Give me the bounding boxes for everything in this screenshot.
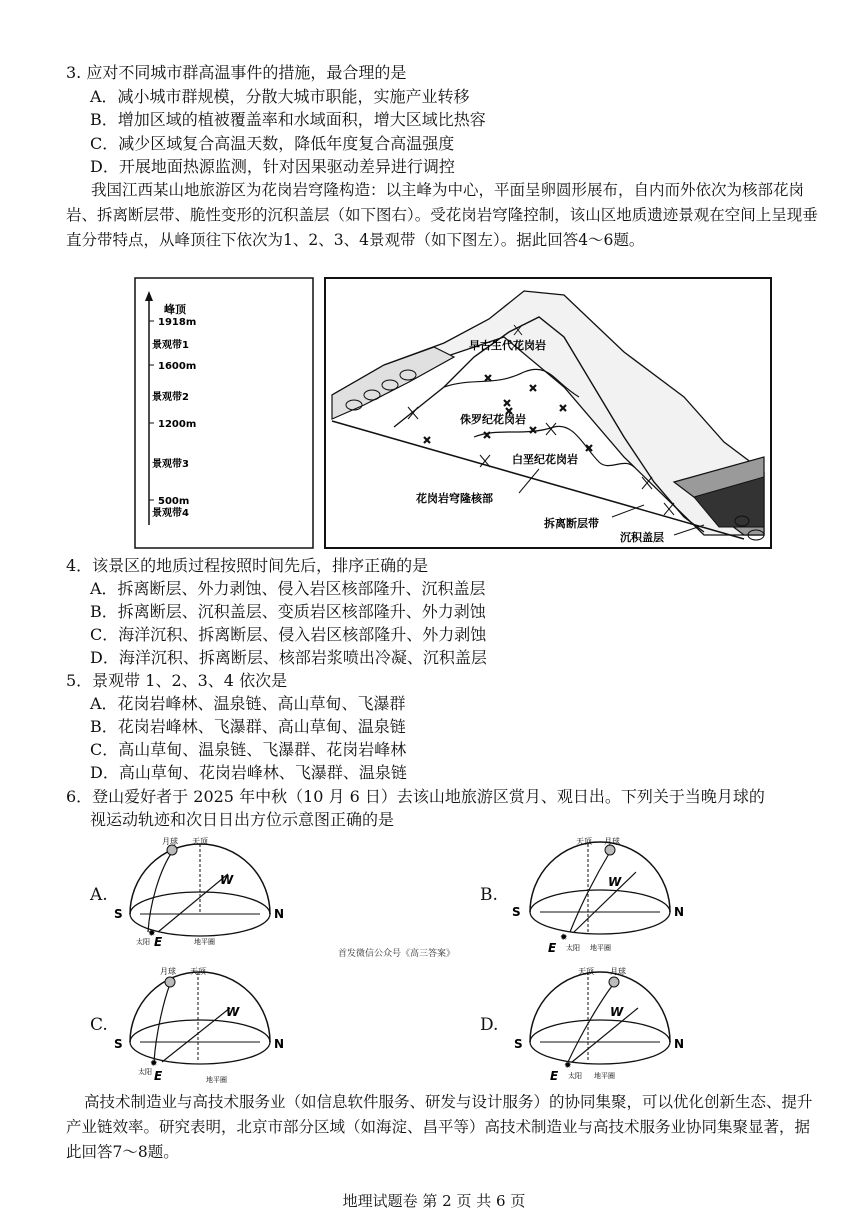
q6-option-d-letter: D. [480,1015,499,1035]
page-footer: 地理试题卷 第 2 页 共 6 页 [342,1192,526,1210]
label-dome-core: 花岗岩穹隆核部 [416,492,493,505]
q6-option-a-letter: A. [90,885,108,905]
c-n: N [274,1037,285,1051]
b-s: S [512,905,521,919]
alt-1918: 1918m [158,317,197,328]
zone-1-label: 景观带1 [152,340,189,351]
q5-option-d: D．高山草甸、花岗岩峰林、飞瀑群、温泉链 [90,763,407,782]
q6-option-b-letter: B. [480,885,498,905]
a-s: S [114,907,123,921]
sky-diagram-d [510,960,690,1084]
b-n: N [674,905,685,919]
d-moon: 月球 [610,967,626,976]
q4-option-b: B．拆离断层、沉积盖层、变质岩区核部隆升、外力剥蚀 [90,602,486,621]
a-n: N [274,907,285,921]
b-moon: 月球 [604,837,620,846]
sky-diagram-a [110,832,290,954]
a-sun: 太阳 [136,938,150,946]
c-horizon: 地平圈 [206,1076,227,1084]
q4-option-d: D．海洋沉积、拆离断层、核部岩浆喷出冷凝、沉积盖层 [90,648,487,667]
sky-diagram-b [510,832,690,954]
d-horizon: 地平圈 [594,1072,615,1080]
left-strata [332,347,454,419]
b-w: W [608,875,622,889]
label-sedimentary-cover: 沉积盖层 [620,531,664,544]
b-e: E [548,941,557,954]
c-sun-icon: ✹ [150,1059,158,1069]
b-zenith: 天顶 [576,837,592,846]
d-zenith: 天顶 [578,967,594,976]
q4-option-a: A．拆离断层、外力剥蚀、侵入岩区核部隆升、沉积盖层 [90,579,486,598]
q3-option-b: B．增加区域的植被覆盖率和水域面积，增大区域比热容 [90,110,486,129]
d-n: N [674,1037,685,1051]
label-jurassic: 侏罗纪花岗岩 [460,413,526,426]
a-moon: 月球 [162,837,178,846]
c-e: E [154,1069,163,1083]
q5-option-b: B．花岗岩峰林、飞瀑群、高山草甸、温泉链 [90,717,406,736]
d-sun: 太阳 [568,1072,582,1080]
a-w: W [220,873,234,887]
zone-4-label: 景观带4 [152,508,189,519]
watermark: 首发微信公众号《高三答案》 [338,949,456,959]
q4-option-c: C．海洋沉积、拆离断层、侵入岩区核部隆升、外力剥蚀 [90,625,487,644]
q6-stem-line1: 6．登山爱好者于 2025 年中秋（10 月 6 日）去该山地旅游区赏月、观日出。下列关于当晚月球的 [66,787,765,806]
zone-2-label: 景观带2 [152,392,189,403]
granite-dome-section [324,277,772,549]
d-e: E [550,1069,559,1083]
landscape-zone-figure [134,277,314,549]
peak-label: 峰顶 [164,303,186,316]
altitude-arrow-icon [145,291,153,301]
passage-high-tech: 高技术制造业与高技术服务业（如信息软件服务、研发与设计服务）的协同集聚，可以优化创新生态、提升产业链效率。研究表明，北京市部分区域（如海淀、昌平等）高技术制造业与高技术服务业协同集聚显著，据此回答7～8题。 [66,1093,813,1161]
q6-option-c-letter: C. [90,1015,108,1035]
c-w: W [226,1005,240,1019]
label-detachment-fault: 拆离断层带 [544,517,599,530]
d-w: W [610,1005,624,1019]
a-sun-icon: ✹ [148,929,156,939]
c-sun: 太阳 [138,1068,152,1076]
q5-option-c: C．高山草甸、温泉链、飞瀑群、花岗岩峰林 [90,740,407,759]
label-cretaceous: 白垩纪花岗岩 [512,453,578,466]
alt-500: 500m [158,496,190,507]
b-sun-icon: ✹ [560,933,568,943]
b-horizon: 地平圈 [590,944,611,952]
label-early-paleozoic: 早古生代花岗岩 [469,339,546,352]
passage-granite-dome: 我国江西某山地旅游区为花岗岩穹隆构造：以主峰为中心，平面呈卵圆形展布，自内而外依次为核部花岗岩、拆离断层带、脆性变形的沉积盖层（如下图右）。受花岗岩穹隆控制，该山区地质遗迹景观在空间上呈现垂直分带特点，从峰顶往下依次为1、2、3、4景观带（如下图左）。据此回答4～6题。 [66,181,818,249]
c-zenith: 天顶 [190,967,206,976]
zone-3-label: 景观带3 [152,459,189,470]
c-s: S [114,1037,123,1051]
q3-stem: 3. 应对不同城市群高温事件的措施，最合理的是 [66,63,407,82]
q4-stem: 4．该景区的地质过程按照时间先后，排序正确的是 [66,556,429,575]
alt-1200: 1200m [158,419,197,430]
q6-stem-line2: 视运动轨迹和次日日出方位示意图正确的是 [90,810,395,829]
d-sun-icon: ✹ [564,1061,572,1071]
alt-1600: 1600m [158,361,197,372]
q3-option-d: D．开展地面热源监测，针对因果驱动差异进行调控 [90,157,455,176]
sky-diagram-c [110,960,290,1084]
d-s: S [514,1037,523,1051]
b-sun: 太阳 [566,944,580,952]
a-horizon: 地平圈 [194,938,215,946]
a-zenith: 天顶 [192,837,208,846]
q3-option-c: C．减少区域复合高温天数，降低年度复合高温强度 [90,134,455,153]
c-moon: 月球 [160,967,176,976]
q5-stem: 5．景观带 1、2、3、4 依次是 [66,671,288,690]
a-e: E [154,935,163,949]
q3-option-a: A．减小城市群规模，分散大城市职能，实施产业转移 [90,87,470,106]
q5-option-a: A．花岗岩峰林、温泉链、高山草甸、飞瀑群 [90,694,406,713]
